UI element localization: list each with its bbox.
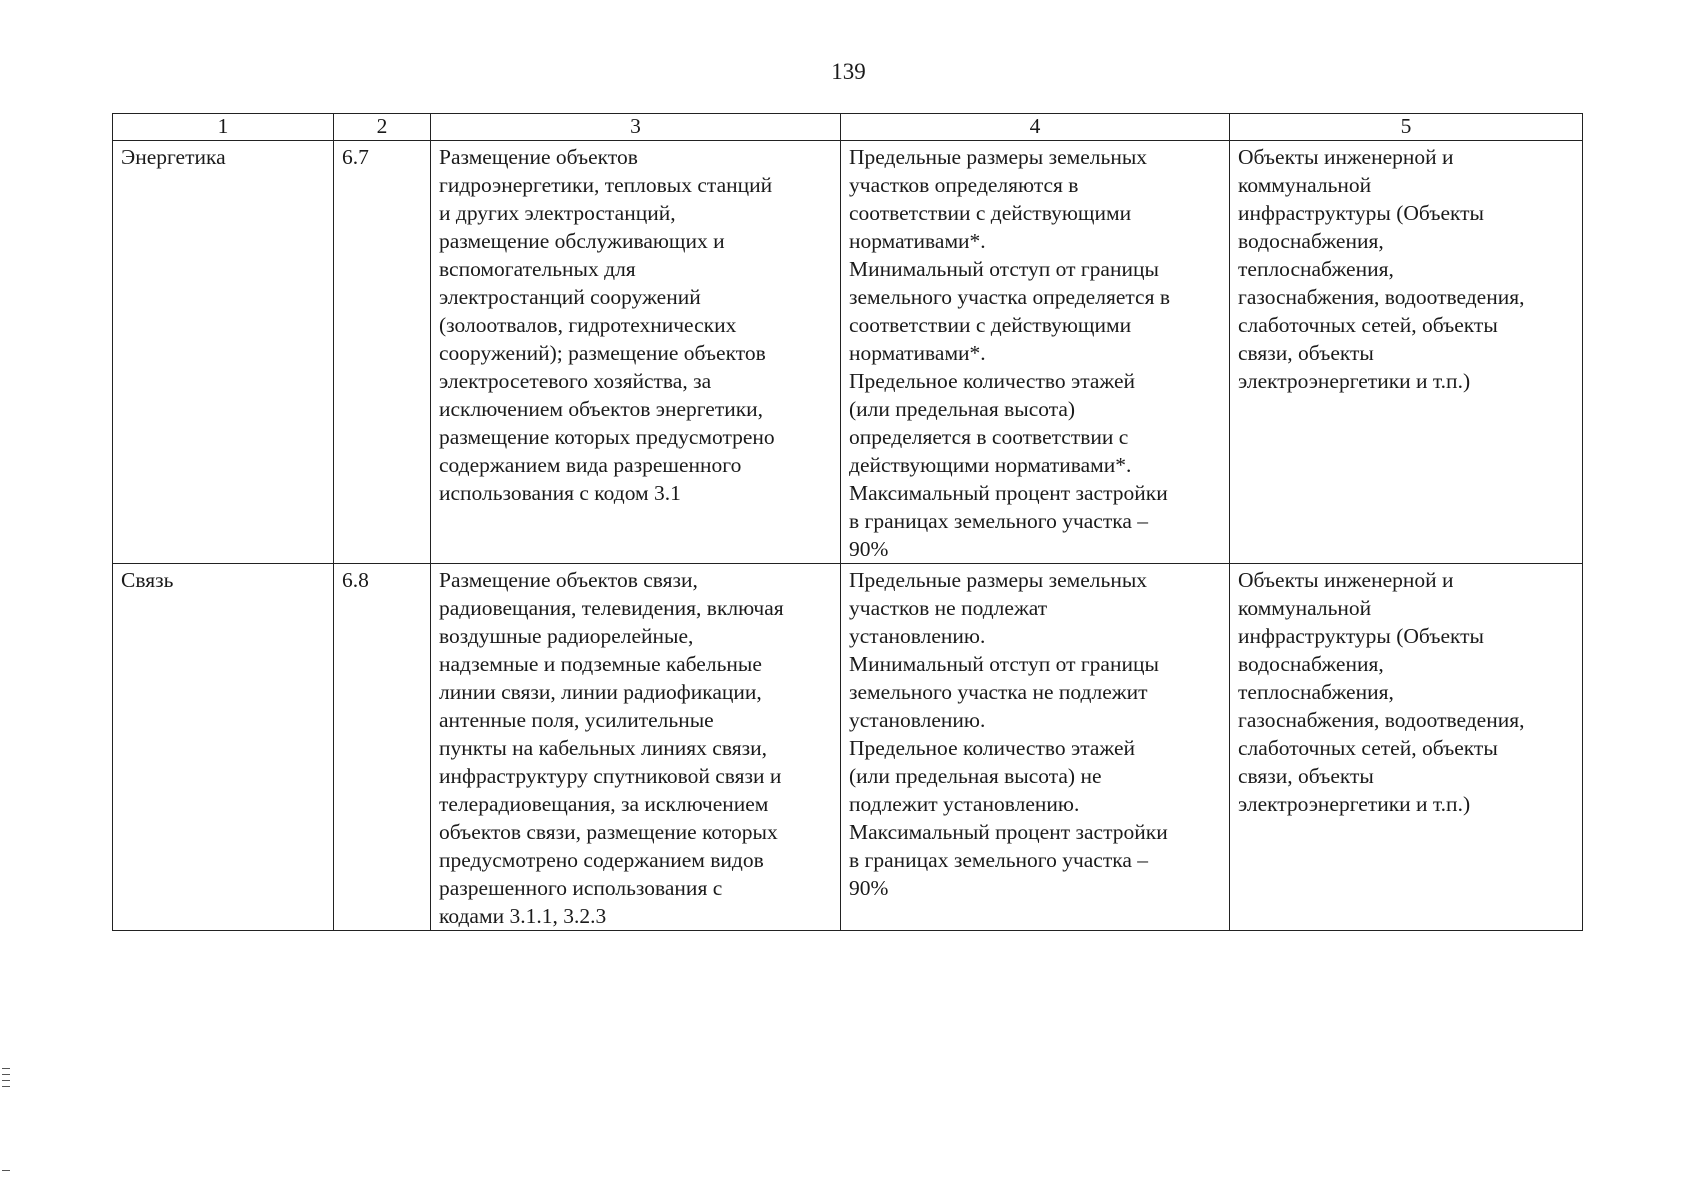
page-number: 139 <box>831 59 866 84</box>
cell-text-line: Размещение объектов связи, <box>439 568 698 592</box>
cell-text-line: в границах земельного участка – <box>849 509 1149 533</box>
use-name-cell: Связь <box>113 564 334 931</box>
cell-text-line: инфраструктуру спутниковой связи и <box>439 764 782 788</box>
scan-artifact <box>2 1080 10 1081</box>
scan-artifact <box>2 1170 10 1171</box>
use-description-cell <box>431 141 841 564</box>
cell-text-line: разрешенного использования с <box>439 876 723 900</box>
cell-text-line: водоснабжения, <box>1238 652 1384 676</box>
table-header-row <box>113 114 1583 141</box>
cell-text-line: пункты на кабельных линиях связи, <box>439 736 767 760</box>
cell-text-line: Максимальный процент застройки <box>849 481 1168 505</box>
cell-text-line: газоснабжения, водоотведения, <box>1238 285 1525 309</box>
cell-text-line: участков определяются в <box>849 173 1079 197</box>
cell-text-line: использования с кодом 3.1 <box>439 481 681 505</box>
cell-text-line: и других электростанций, <box>439 201 676 225</box>
cell-text-line: Максимальный процент застройки <box>849 820 1168 844</box>
cell-text-line: радиовещания, телевидения, включая <box>439 596 784 620</box>
column-header-1: 1 <box>113 114 334 141</box>
cell-text-line: установлению. <box>849 624 986 648</box>
cell-text-line: воздушные радиорелейные, <box>439 624 694 648</box>
scan-artifact <box>2 1086 10 1087</box>
auxiliary-uses-cell <box>1230 141 1583 564</box>
cell-text-line: (или предельная высота) <box>849 397 1076 421</box>
cell-text-line: соответствии с действующими <box>849 313 1132 337</box>
column-header-5: 5 <box>1230 114 1583 141</box>
cell-text-line: 90% <box>849 537 889 561</box>
cell-text-line: в границах земельного участка – <box>849 848 1149 872</box>
cell-text-line: определяется в соответствии с <box>849 425 1129 449</box>
scan-artifact <box>2 1068 10 1069</box>
land-use-table <box>112 113 1583 931</box>
cell-text-line: связи, объекты <box>1238 764 1374 788</box>
scan-artifact <box>2 1074 10 1075</box>
cell-text-line: объектов связи, размещение которых <box>439 820 778 844</box>
table-row <box>113 564 1583 931</box>
cell-text-line: нормативами*. <box>849 341 986 365</box>
cell-text-line: земельного участка определяется в <box>849 285 1170 309</box>
cell-text-line: газоснабжения, водоотведения, <box>1238 708 1525 732</box>
cell-text-line: вспомогательных для <box>439 257 636 281</box>
column-header-3: 3 <box>431 114 841 141</box>
cell-text-line: гидроэнергетики, тепловых станций <box>439 173 773 197</box>
cell-text-line: кодами 3.1.1, 3.2.3 <box>439 904 607 928</box>
cell-text-line: Минимальный отступ от границы <box>849 257 1159 281</box>
cell-text-line: Предельное количество этажей <box>849 369 1136 393</box>
auxiliary-uses-cell <box>1230 564 1583 931</box>
cell-text-line: (золоотвалов, гидротехнических <box>439 313 737 337</box>
parameters-cell <box>841 141 1230 564</box>
cell-text-line: телерадиовещания, за исключением <box>439 792 769 816</box>
cell-text-line: Минимальный отступ от границы <box>849 652 1159 676</box>
cell-text-line: коммунальной <box>1238 596 1372 620</box>
cell-text-line: электростанций сооружений <box>439 285 701 309</box>
table-row <box>113 141 1583 564</box>
column-header-2: 2 <box>334 114 431 141</box>
cell-text-line: исключением объектов энергетики, <box>439 397 764 421</box>
cell-text-line: Предельные размеры земельных <box>849 145 1148 169</box>
column-header-4: 4 <box>841 114 1230 141</box>
cell-text-line: инфраструктуры (Объекты <box>1238 624 1485 648</box>
cell-text-line: Предельное количество этажей <box>849 736 1136 760</box>
cell-text-line: теплоснабжения, <box>1238 257 1394 281</box>
cell-text-line: земельного участка не подлежит <box>849 680 1148 704</box>
cell-text-line: действующими нормативами*. <box>849 453 1132 477</box>
cell-text-line: слаботочных сетей, объекты <box>1238 313 1498 337</box>
use-code-cell: 6.8 <box>334 564 431 931</box>
cell-text-line: электроэнергетики и т.п.) <box>1238 369 1471 393</box>
cell-text-line: нормативами*. <box>849 229 986 253</box>
cell-text-line: инфраструктуры (Объекты <box>1238 201 1485 225</box>
cell-text-line: теплоснабжения, <box>1238 680 1394 704</box>
cell-text-line: Предельные размеры земельных <box>849 568 1148 592</box>
cell-text-line: водоснабжения, <box>1238 229 1384 253</box>
cell-text-line: связи, объекты <box>1238 341 1374 365</box>
cell-text-line: электросетевого хозяйства, за <box>439 369 712 393</box>
parameters-cell <box>841 564 1230 931</box>
cell-text-line: коммунальной <box>1238 173 1372 197</box>
cell-text-line: размещение которых предусмотрено <box>439 425 775 449</box>
cell-text-line: (или предельная высота) не <box>849 764 1102 788</box>
cell-text-line: электроэнергетики и т.п.) <box>1238 792 1471 816</box>
use-name-cell: Энергетика <box>113 141 334 564</box>
cell-text-line: сооружений); размещение объектов <box>439 341 766 365</box>
use-code-cell: 6.7 <box>334 141 431 564</box>
cell-text-line: содержанием вида разрешенного <box>439 453 742 477</box>
cell-text-line: Объекты инженерной и <box>1238 568 1454 592</box>
cell-text-line: подлежит установлению. <box>849 792 1080 816</box>
cell-text-line: надземные и подземные кабельные <box>439 652 762 676</box>
cell-text-line: Размещение объектов <box>439 145 638 169</box>
cell-text-line: установлению. <box>849 708 986 732</box>
cell-text-line: участков не подлежат <box>849 596 1048 620</box>
cell-text-line: антенные поля, усилительные <box>439 708 714 732</box>
cell-text-line: 90% <box>849 876 889 900</box>
use-description-cell <box>431 564 841 931</box>
cell-text-line: соответствии с действующими <box>849 201 1132 225</box>
cell-text-line: слаботочных сетей, объекты <box>1238 736 1498 760</box>
cell-text-line: Объекты инженерной и <box>1238 145 1454 169</box>
cell-text-line: линии связи, линии радиофикации, <box>439 680 762 704</box>
cell-text-line: размещение обслуживающих и <box>439 229 725 253</box>
cell-text-line: предусмотрено содержанием видов <box>439 848 764 872</box>
